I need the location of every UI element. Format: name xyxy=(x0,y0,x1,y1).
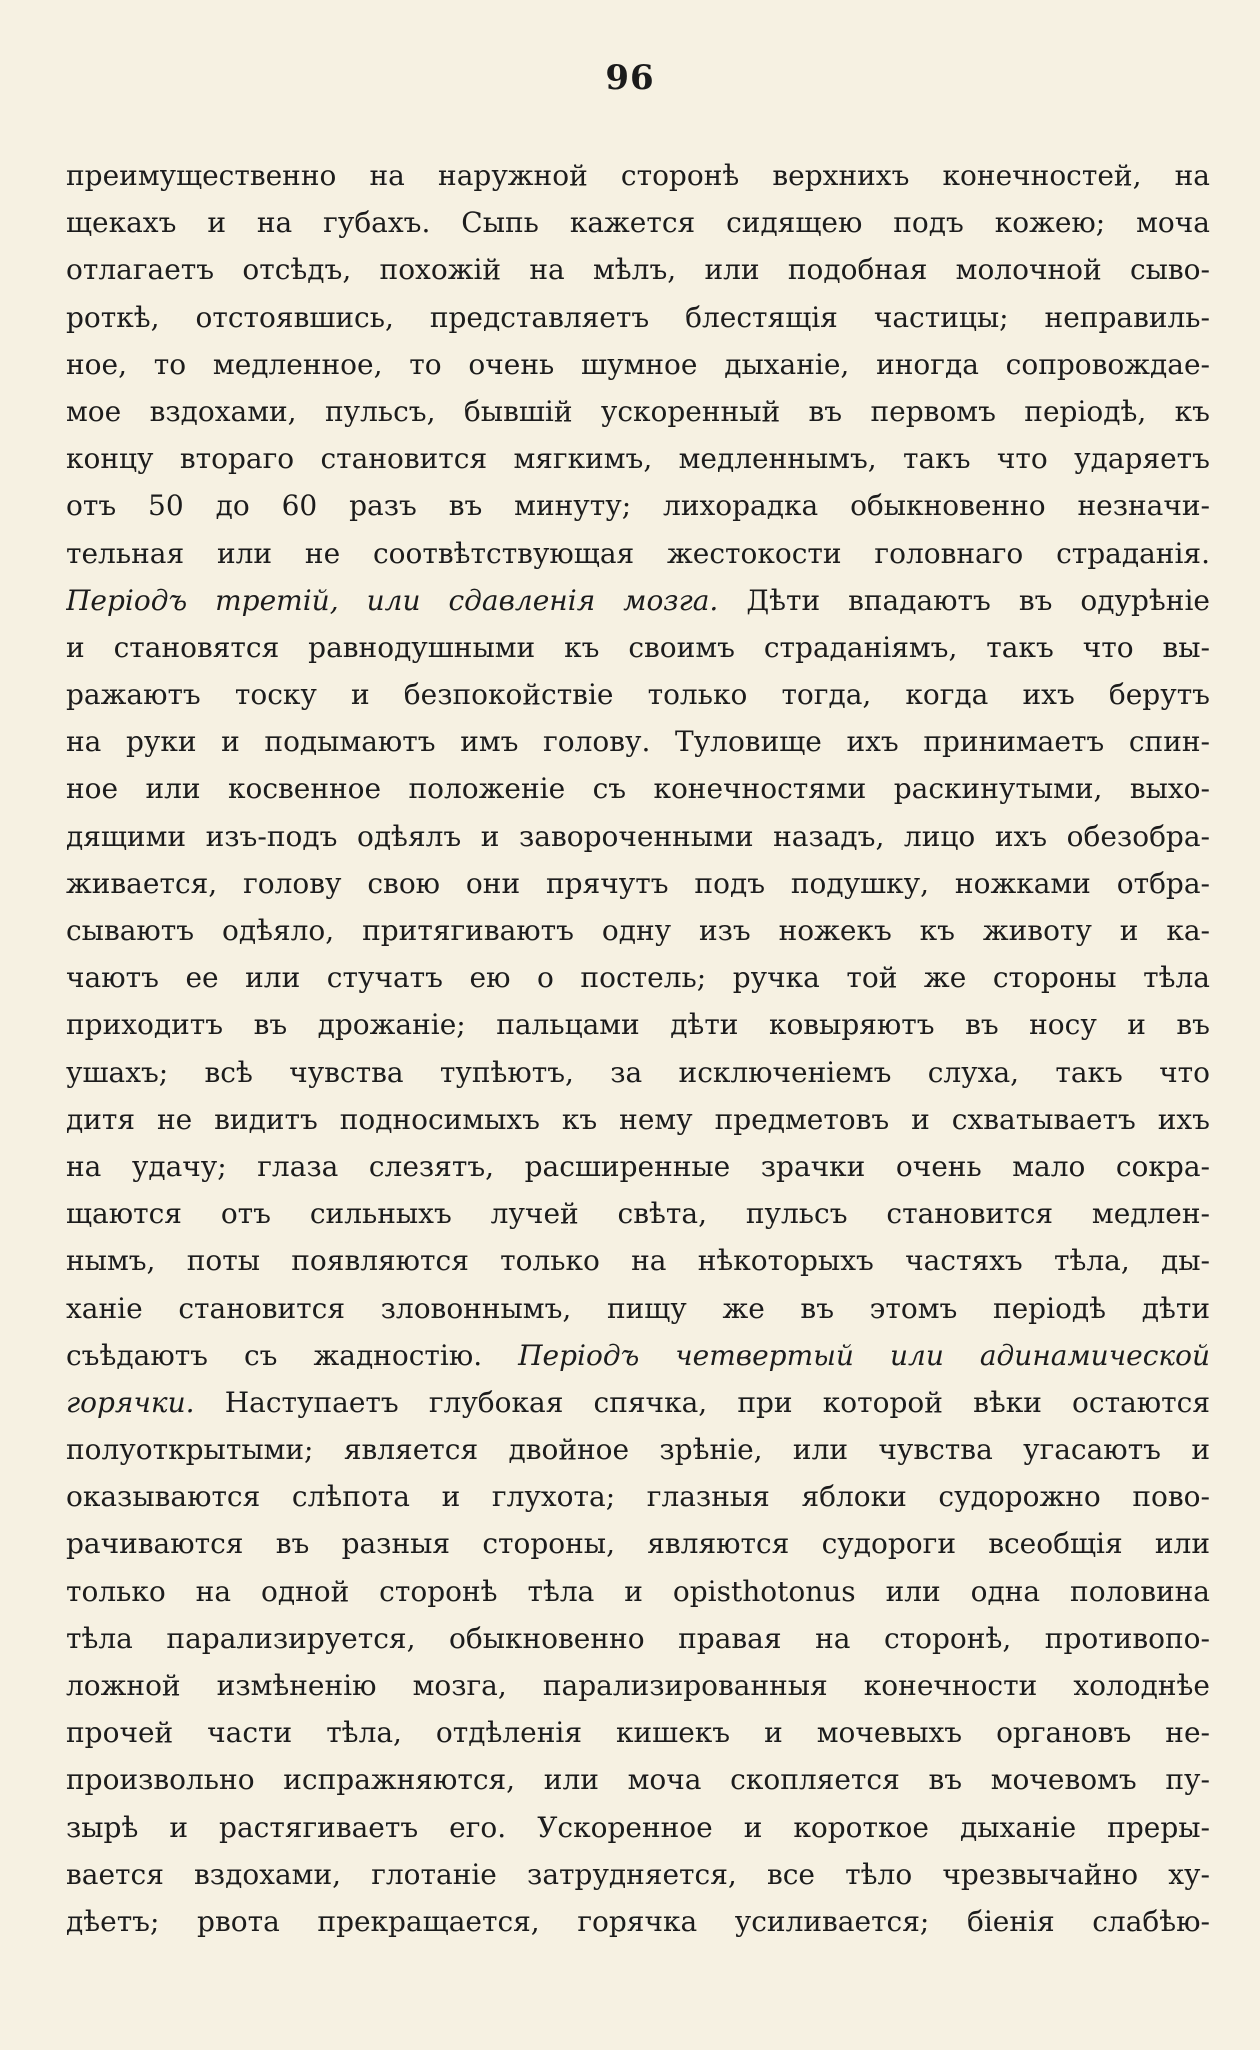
text-line xyxy=(66,435,1210,482)
text-line xyxy=(66,813,1210,860)
text-line xyxy=(66,1473,1210,1520)
text-line xyxy=(66,624,1210,671)
text-line xyxy=(66,1756,1210,1803)
text-segment: роткѣ, отстоявшись, представляетъ блестящія частицы; неправиль- xyxy=(66,300,1210,334)
text-segment: рачиваются въ разныя стороны, являются судороги всеобщія или xyxy=(66,1527,1210,1561)
text-line xyxy=(66,671,1210,718)
text-line xyxy=(66,1615,1210,1662)
text-segment: и становятся равнодушными къ своимъ страданіямъ, такъ что вы- xyxy=(66,630,1210,664)
text-segment: щекахъ и на губахъ. Сыпь кажется сидящею подъ кожею; моча xyxy=(66,206,1210,240)
text-segment: ное или косвенное положеніе съ конечностями раскинутыми, выхо- xyxy=(66,772,1210,806)
text-segment: оказываются слѣпота и глухота; глазныя яблоки судорожно пово- xyxy=(66,1480,1210,1514)
italic-text-segment: Періодъ третій, или сдавленія мозга. xyxy=(66,583,719,617)
text-line xyxy=(66,1332,1210,1379)
text-segment: только на одной сторонѣ тѣла и opisthotonus или одна половина xyxy=(66,1574,1210,1608)
text-line xyxy=(66,1851,1210,1898)
text-segment: тѣла парализируется, обыкновенно правая на сторонѣ, противопо- xyxy=(66,1621,1210,1655)
text-segment: на удачу; глаза слезятъ, расширенные зрачки очень мало сокра- xyxy=(66,1149,1210,1183)
text-segment: тельная или не соотвѣтствующая жестокости головнаго страданія. xyxy=(66,536,1210,570)
text-segment: Дѣти впадаютъ въ одурѣніе xyxy=(718,583,1210,617)
text-line xyxy=(66,482,1210,529)
text-line xyxy=(66,1709,1210,1756)
text-line xyxy=(66,1096,1210,1143)
text-line xyxy=(66,1049,1210,1096)
text-line xyxy=(66,294,1210,341)
text-segment: ражаютъ тоску и безпокойствіе только тогда, когда ихъ берутъ xyxy=(66,678,1210,712)
text-line xyxy=(66,718,1210,765)
text-line xyxy=(66,1662,1210,1709)
text-line xyxy=(66,907,1210,954)
text-segment: нымъ, поты появляются только на нѣкоторыхъ частяхъ тѣла, ды- xyxy=(66,1244,1210,1278)
text-line xyxy=(66,341,1210,388)
text-segment: отъ 50 до 60 разъ въ минуту; лихорадка обыкновенно незначи- xyxy=(66,489,1210,523)
text-line xyxy=(66,1898,1210,1945)
text-line xyxy=(66,1190,1210,1237)
text-line xyxy=(66,530,1210,577)
text-line xyxy=(66,199,1210,246)
text-line xyxy=(66,1143,1210,1190)
text-segment: съѣдаютъ съ жадностію. xyxy=(66,1338,519,1372)
text-line xyxy=(66,860,1210,907)
text-segment: ложной измѣненію мозга, парализированныя конечности холоднѣе xyxy=(66,1669,1210,1702)
page-number: 96 xyxy=(605,58,655,98)
text-segment: чаютъ ее или стучатъ ею о постель; ручка той же стороны тѣла xyxy=(66,961,1210,995)
text-line xyxy=(66,954,1210,1001)
text-line xyxy=(66,765,1210,812)
italic-text-segment: горячки. xyxy=(66,1385,195,1419)
text-segment: на руки и подымаютъ имъ голову. Туловище ихъ принимаетъ спин- xyxy=(66,725,1210,759)
text-segment: Наступаетъ глубокая спячка, при которой вѣки остаются xyxy=(194,1385,1210,1419)
text-segment: ушахъ; всѣ чувства тупѣютъ, за исключеніемъ слуха, такъ что xyxy=(66,1055,1210,1089)
text-segment: ное, то медленное, то очень шумное дыханіе, иногда сопровождае- xyxy=(66,347,1210,381)
text-segment: ханіе становится зловоннымъ, пищу же въ этомъ періодѣ дѣти xyxy=(66,1291,1210,1325)
text-line xyxy=(66,1379,1210,1426)
body-text xyxy=(66,152,1210,1945)
text-segment: живается, голову свою они прячутъ подъ подушку, ножками отбра- xyxy=(66,866,1210,900)
text-segment: дитя не видитъ подносимыхъ къ нему предметовъ и схватываетъ ихъ xyxy=(66,1102,1210,1136)
text-line xyxy=(66,388,1210,435)
text-segment: прочей части тѣла, отдѣленія кишекъ и мочевыхъ органовъ не- xyxy=(66,1716,1210,1750)
text-line xyxy=(66,1285,1210,1332)
text-line xyxy=(66,577,1210,624)
text-segment: мое вздохами, пульсъ, бывшій ускоренный въ первомъ періодѣ, къ xyxy=(66,394,1210,428)
italic-text-segment: Періодъ четвертый или адинамической xyxy=(518,1338,1210,1372)
text-line xyxy=(66,1804,1210,1851)
text-segment: дѣетъ; рвота прекращается, горячка усиливается; біенія слабѣю- xyxy=(66,1904,1210,1938)
text-segment: щаются отъ сильныхъ лучей свѣта, пульсъ становится медлен- xyxy=(66,1197,1210,1231)
text-segment: вается вздохами, глотаніе затрудняется, все тѣло чрезвычайно ху- xyxy=(66,1857,1210,1891)
text-line xyxy=(66,1520,1210,1567)
text-segment: приходитъ въ дрожаніе; пальцами дѣти ковыряютъ въ носу и въ xyxy=(66,1008,1210,1042)
text-segment: зырѣ и растягиваетъ его. Ускоренное и короткое дыханіе преры- xyxy=(66,1810,1210,1844)
text-line xyxy=(66,1426,1210,1473)
text-line xyxy=(66,1237,1210,1284)
text-line xyxy=(66,1568,1210,1615)
text-line xyxy=(66,152,1210,199)
text-segment: дящими изъ-подъ одѣялъ и завороченными назадъ, лицо ихъ обезобра- xyxy=(66,819,1210,853)
text-line xyxy=(66,246,1210,293)
text-segment: отлагаетъ отсѣдъ, похожій на мѣлъ, или подобная молочной сыво- xyxy=(66,253,1210,287)
text-segment: произвольно испражняются, или моча скопляется въ мочевомъ пу- xyxy=(66,1763,1210,1797)
text-segment: преимущественно на наружной сторонѣ верхнихъ конечностей, на xyxy=(66,159,1210,192)
text-line xyxy=(66,1001,1210,1048)
text-segment: сываютъ одѣяло, притягиваютъ одну изъ ножекъ къ животу и ка- xyxy=(66,914,1210,947)
text-segment: полуоткрытыми; является двойное зрѣніе, или чувства угасаютъ и xyxy=(66,1433,1210,1467)
text-segment: концу втораго становится мягкимъ, медленнымъ, такъ что ударяетъ xyxy=(66,442,1210,476)
